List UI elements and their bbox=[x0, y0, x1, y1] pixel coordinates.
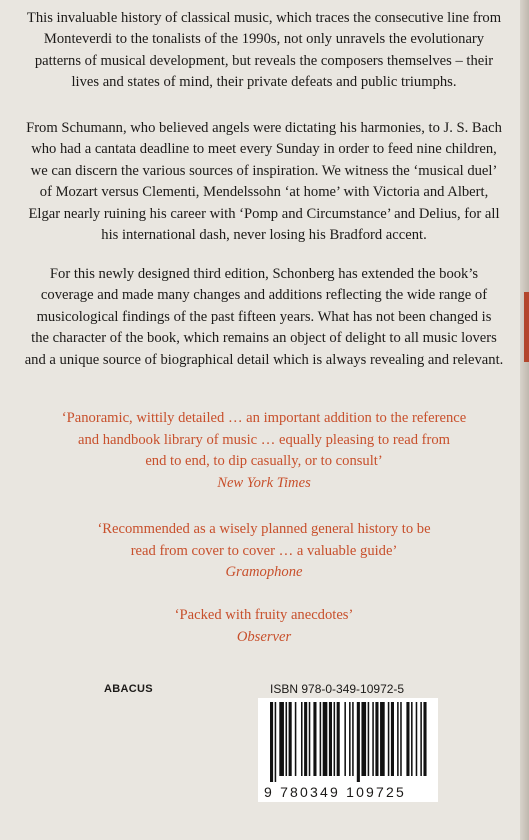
review-source: Gramophone bbox=[225, 564, 303, 581]
barcode-bars-graphic bbox=[258, 698, 438, 784]
barcode bbox=[258, 698, 438, 802]
spine-color-mark bbox=[524, 292, 529, 362]
description-paragraph-3: For this newly designed third edition, Schonberg has extended the book’s coverage and made many changes and additions reflecting the wide range of musicological findings of the past fifteen years. What has not been changed is the character of the book, which remains an object of delight to all music lovers and a unique source of biographical detail which is always revealing and relevant. bbox=[24, 266, 504, 368]
publisher-logo: ABACUS bbox=[104, 683, 153, 695]
description-paragraph-2: From Schumann, who believed angels were dictating his harmonies, to J. S. Bach who had a cantata deadline to meet every Sunday in order to feed nine children, we can discern the various sources of inspiration. We witness the ‘musical duel’ of Mozart versus Clementi, Mendelssohn ‘at home’ with Victoria and Albert, Elgar nearly ruining his career with ‘Pomp and Circumstance’ and Delius, for all his international dash, never losing his Bradford accent. bbox=[26, 120, 502, 244]
review-quote-3 bbox=[14, 584, 514, 670]
review-quote-text: ‘Panoramic, wittily detailed … an important addition to the reference and handbook library of music … equally pleasing to read from end to end, to dip casually, or to consult’ bbox=[61, 410, 467, 470]
review-source: Observer bbox=[236, 628, 292, 645]
review-quote-1 bbox=[14, 387, 514, 515]
spine-edge bbox=[520, 0, 529, 840]
review-source: New York Times bbox=[217, 474, 311, 491]
description-paragraph-1: This invaluable history of classical music, which traces the consecutive line from Monteverdi to the tonalists of the 1990s, not only unravels the evolutionary patterns of musical development, but reveals the composers themselves – their lives and states of mind, their private defeats and public triumphs. bbox=[26, 10, 502, 91]
review-quote-text: ‘Recommended as a wisely planned general history to be read from cover to cover … a valuable guide’ bbox=[97, 521, 431, 559]
review-quote-text: ‘Packed with fruity anecdotes’ bbox=[174, 607, 354, 624]
isbn-label: ISBN 978-0-349-10972-5 bbox=[270, 682, 405, 696]
barcode-digits: 9 780349 109725 bbox=[264, 784, 406, 800]
